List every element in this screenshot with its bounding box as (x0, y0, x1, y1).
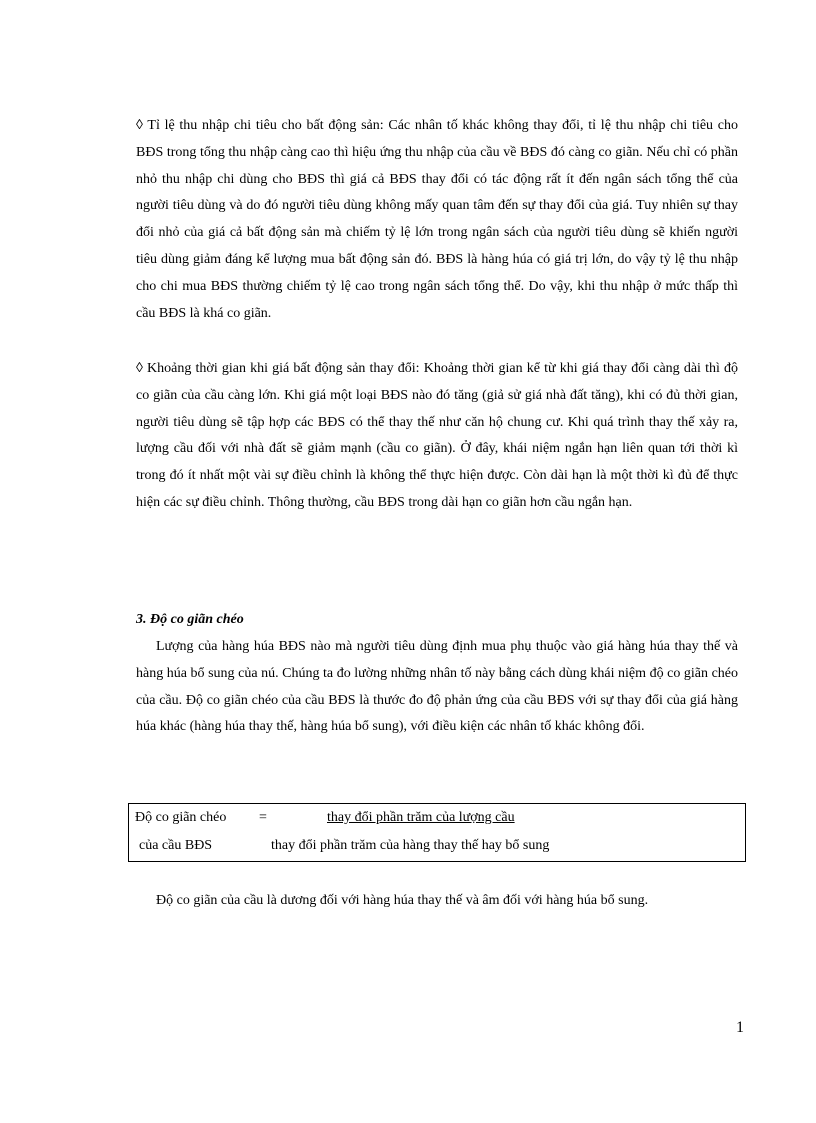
formula-denominator: thay đổi phần trăm của hàng thay thế hay bổ sung (271, 838, 550, 853)
formula-box (128, 803, 746, 862)
paragraph-time-period: ◊ Khoảng thời gian khi giá bất động sản thay đổi: Khoảng thời gian kể từ khi giá thay đổi càng dài thì độ co giãn của cầu càng lớn. Khi giá một loại BĐS nào đó tăng (giả sử giá nhà đất tăng), khi có đủ thời gian, người tiêu dùng sẽ tập hợp các BĐS có thể thay thế như căn hộ chung cư. Khi quá trình thay thế xảy ra, lượng cầu đối với nhà đất sẽ giảm mạnh (cầu co giãn). Ở đây, khái niệm ngắn hạn liên quan tới thời kì trong đó ít nhất một vài sự điều chỉnh là không thể thực hiện được. Còn dài hạn là một thời kì đủ để thực hiện các sự điều chỉnh. Thông thường, cầu BĐS trong dài hạn co giãn hơn cầu ngắn hạn. (136, 361, 738, 510)
paragraph-cross-elasticity: Lượng của hàng húa BĐS nào mà người tiêu dùng định mua phụ thuộc vào giá hàng húa thay thế và hàng húa bổ sung của nú. Chúng ta đo lường những nhân tố này bằng cách dùng khái niệm độ co giãn chéo của cầu. Độ co giãn chéo của cầu BĐS là thước đo độ phản ứng của cầu BĐS với sự thay đổi của giá hàng húa khác (hàng húa thay thế, hàng húa bổ sung), với điều kiện các nhân tố khác không đổi. (136, 639, 738, 735)
formula-equals: = (259, 810, 267, 825)
page-number: 1 (736, 1019, 744, 1036)
formula-label-line2: của cầu BĐS (139, 838, 213, 853)
summary-sentence: Độ co giãn của cầu là dương đối với hàng húa thay thế và âm đối với hàng húa bổ sung. (156, 893, 649, 908)
formula-numerator: thay đổi phần trăm của lượng cầu (327, 810, 515, 825)
paragraph-income-share: ◊ Tỉ lệ thu nhập chi tiêu cho bất động sản: Các nhân tố khác không thay đổi, tỉ lệ thu nhập chi tiêu cho BĐS trong tổng thu nhập càng cao thì hiệu ứng thu nhập của cầu về BĐS đó càng co giãn. Nếu chỉ có phần nhỏ thu nhập chi dùng cho BĐS thì giá cả BĐS thay đổi có tác động rất ít đến ngân sách tổng thể của người tiêu dùng và do đó người tiêu dùng không mấy quan tâm đến sự thay đổi của giá. Tuy nhiên sự thay đổi nhỏ của giá cả bất động sản mà chiếm tỷ lệ lớn trong ngân sách của người tiêu dùng sẽ khiến người tiêu dùng giảm đáng kể lượng mua bất động sản đó. BĐS là hàng húa có giá trị lớn, do vậy tỷ lệ thu nhập cho chi mua BĐS thường chiếm tỷ lệ cao trong ngân sách tổng thể. Do vậy, khi thu nhập ở mức thấp thì cầu BĐS là khá co giãn. (136, 118, 738, 321)
formula-label-line1: Độ co giãn chéo (135, 810, 227, 825)
section-heading: 3. Độ co giãn chéo (136, 612, 244, 627)
